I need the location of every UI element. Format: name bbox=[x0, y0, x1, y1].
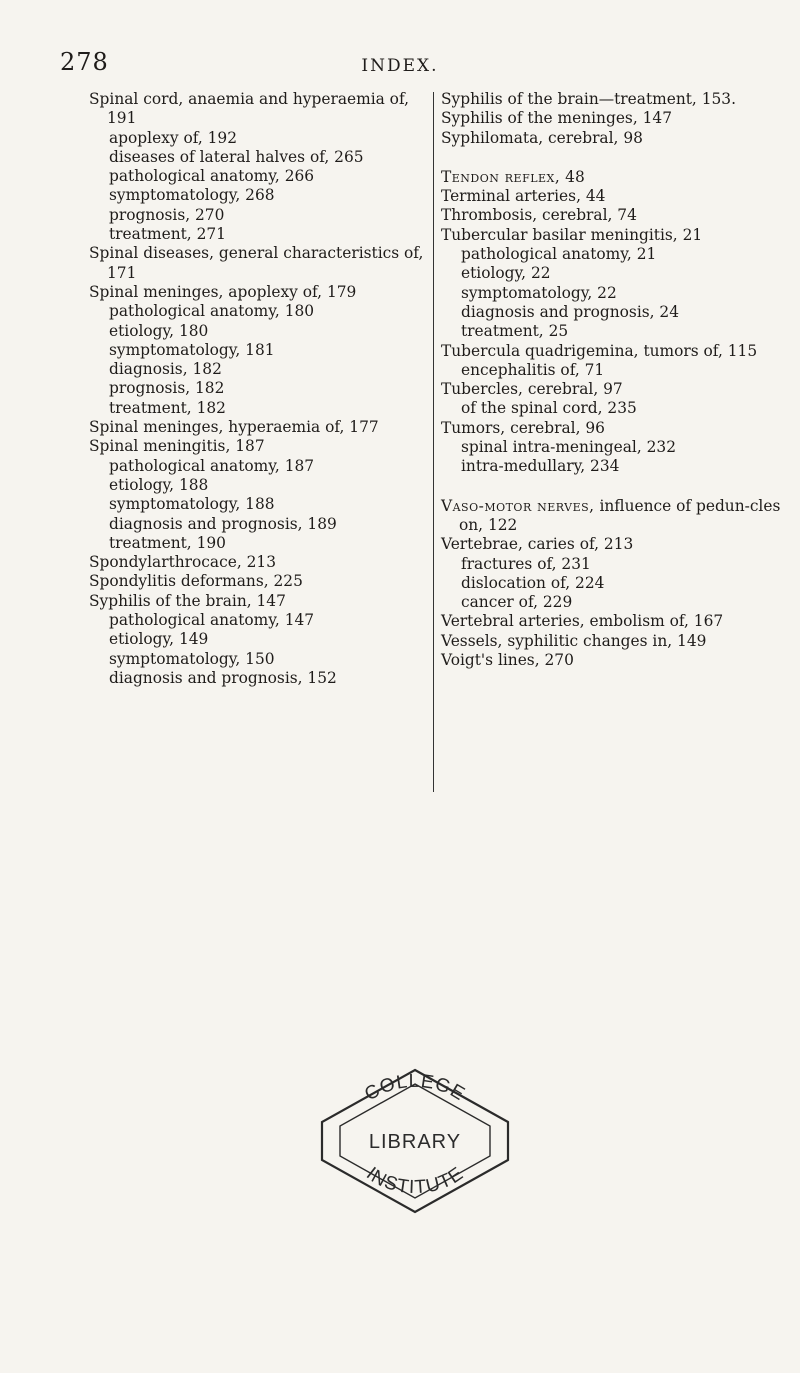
index-entry-text: treatment, 190 bbox=[109, 533, 226, 552]
index-entry bbox=[89, 244, 429, 283]
index-subentry bbox=[89, 322, 429, 341]
section-gap bbox=[441, 477, 786, 497]
index-entry-text: etiology, 180 bbox=[109, 321, 209, 340]
library-stamp bbox=[312, 1060, 518, 1220]
index-entry-text: 48 bbox=[560, 167, 585, 186]
index-entry-text: prognosis, 182 bbox=[109, 379, 225, 398]
index-entry bbox=[441, 632, 786, 651]
index-entry-text: Spondylitis deformans, 225 bbox=[89, 572, 303, 591]
index-entry-text: intra-medullary, 234 bbox=[461, 457, 620, 476]
index-entry-text: Vessels, syphilitic changes in, 149 bbox=[441, 631, 707, 650]
index-entry-text: Spinal meninges, apoplexy of, 179 bbox=[89, 282, 357, 301]
index-entry-text: diagnosis and prognosis, 24 bbox=[461, 302, 680, 321]
column-divider bbox=[433, 92, 434, 792]
index-entry-lead: Vaso-motor nerves, bbox=[441, 496, 595, 515]
stamp-top-text: COLLEGE bbox=[361, 1070, 469, 1106]
index-entry-text: Syphilis of the brain—treatment, 153. bbox=[441, 90, 736, 108]
index-entry-text: prognosis, 270 bbox=[109, 205, 225, 224]
index-subentry bbox=[89, 206, 429, 225]
index-entry bbox=[441, 497, 786, 536]
index-subentry bbox=[89, 302, 429, 321]
index-entry-text: symptomatology, 268 bbox=[109, 186, 275, 205]
page-number: 278 bbox=[60, 48, 109, 76]
index-subentry bbox=[441, 303, 786, 322]
index-subentry bbox=[89, 186, 429, 205]
index-entry-text: pathological anatomy, 266 bbox=[109, 167, 315, 186]
index-entry-text: apoplexy of, 192 bbox=[109, 128, 238, 147]
stamp-middle-text: LIBRARY bbox=[368, 1131, 462, 1153]
index-subentry bbox=[441, 593, 786, 612]
index-entry-text: diagnosis, 182 bbox=[109, 360, 222, 379]
index-entry-text: Voigt's lines, 270 bbox=[441, 651, 574, 670]
index-subentry bbox=[441, 438, 786, 457]
index-subentry bbox=[89, 129, 429, 148]
index-entry bbox=[441, 419, 786, 438]
index-column-left bbox=[89, 90, 429, 688]
index-entry-text: Tumors, cerebral, 96 bbox=[441, 418, 605, 437]
index-entry bbox=[441, 129, 786, 148]
index-entry bbox=[441, 109, 786, 128]
index-entry-text: Spinal cord, anaemia and hyperaemia of, 191 bbox=[89, 90, 409, 128]
index-entry-text: Tubercula quadrigemina, tumors of, 115 bbox=[441, 341, 758, 360]
index-entry-text: encephalitis of, 71 bbox=[461, 360, 605, 379]
index-entry-text: treatment, 25 bbox=[461, 322, 569, 341]
index-entry bbox=[441, 380, 786, 399]
index-entry-text: pathological anatomy, 21 bbox=[461, 245, 657, 264]
index-subentry bbox=[89, 476, 429, 495]
index-entry bbox=[89, 572, 429, 591]
index-entry-text: spinal intra-meningeal, 232 bbox=[461, 438, 676, 457]
index-subentry bbox=[441, 555, 786, 574]
index-subentry bbox=[441, 574, 786, 593]
index-subentry bbox=[89, 611, 429, 630]
index-entry bbox=[89, 592, 429, 611]
index-entry-text: of the spinal cord, 235 bbox=[461, 399, 637, 418]
index-entry-text: influence of pedun-cles on, 122 bbox=[459, 496, 781, 534]
index-entry-text: pathological anatomy, 147 bbox=[109, 611, 315, 630]
index-subentry bbox=[89, 399, 429, 418]
index-subentry bbox=[441, 457, 786, 476]
index-subentry bbox=[89, 148, 429, 167]
index-entry-text: diagnosis and prognosis, 152 bbox=[109, 668, 337, 687]
index-entry bbox=[441, 612, 786, 631]
index-subentry bbox=[441, 284, 786, 303]
index-entry bbox=[89, 283, 429, 302]
index-entry-text: diseases of lateral halves of, 265 bbox=[109, 147, 364, 166]
index-subentry bbox=[441, 264, 786, 283]
index-entry-text: etiology, 22 bbox=[461, 264, 551, 283]
index-entry-text: symptomatology, 188 bbox=[109, 495, 275, 514]
index-entry-text: Spinal meninges, hyperaemia of, 177 bbox=[89, 418, 379, 437]
index-subentry bbox=[89, 225, 429, 244]
index-subentry bbox=[89, 457, 429, 476]
stamp-bottom-text: INSTITUTE bbox=[362, 1163, 468, 1199]
running-head: INDEX. bbox=[361, 56, 439, 76]
index-entry-text: treatment, 182 bbox=[109, 398, 226, 417]
index-entry-text: treatment, 271 bbox=[109, 225, 226, 244]
index-subentry bbox=[89, 534, 429, 553]
index-entry-text: Syphilis of the meninges, 147 bbox=[441, 109, 672, 128]
index-entry-text: Terminal arteries, 44 bbox=[441, 187, 606, 206]
index-entry bbox=[441, 535, 786, 554]
index-entry bbox=[441, 168, 786, 187]
index-entry-text: fractures of, 231 bbox=[461, 554, 591, 573]
index-entry-text: etiology, 188 bbox=[109, 475, 209, 494]
index-entry-text: symptomatology, 150 bbox=[109, 649, 275, 668]
index-subentry bbox=[89, 630, 429, 649]
index-entry-text: Thrombosis, cerebral, 74 bbox=[441, 206, 637, 225]
index-entry-lead: Tendon reflex, bbox=[441, 167, 561, 186]
svg-text:INSTITUTE bbox=[362, 1163, 468, 1198]
index-entry-text: diagnosis and prognosis, 189 bbox=[109, 514, 337, 533]
index-subentry bbox=[441, 245, 786, 264]
index-entry-text: Syphilomata, cerebral, 98 bbox=[441, 128, 643, 147]
svg-text:COLLEGE bbox=[361, 1071, 469, 1105]
index-entry bbox=[89, 553, 429, 572]
index-subentry bbox=[89, 379, 429, 398]
index-entry bbox=[441, 90, 786, 109]
index-entry bbox=[441, 342, 786, 361]
index-entry-text: cancer of, 229 bbox=[461, 593, 573, 612]
section-gap bbox=[441, 148, 786, 168]
index-subentry bbox=[89, 669, 429, 688]
index-entry-text: Spondylarthrocace, 213 bbox=[89, 553, 276, 572]
index-entry-text: Tubercles, cerebral, 97 bbox=[441, 380, 623, 399]
index-entry-text: dislocation of, 224 bbox=[461, 573, 605, 592]
index-column-right bbox=[441, 90, 786, 670]
index-subentry bbox=[441, 399, 786, 418]
index-entry-text: Vertebrae, caries of, 213 bbox=[441, 535, 634, 554]
index-entry-text: Vertebral arteries, embolism of, 167 bbox=[441, 612, 724, 631]
index-subentry bbox=[89, 360, 429, 379]
index-entry bbox=[441, 206, 786, 225]
index-subentry bbox=[89, 515, 429, 534]
index-entry-text: pathological anatomy, 187 bbox=[109, 456, 315, 475]
index-entry-text: pathological anatomy, 180 bbox=[109, 302, 315, 321]
index-subentry bbox=[89, 650, 429, 669]
index-subentry bbox=[89, 341, 429, 360]
index-entry-text: Spinal meningitis, 187 bbox=[89, 437, 265, 456]
index-entry bbox=[89, 418, 429, 437]
index-entry bbox=[89, 437, 429, 456]
index-entry bbox=[441, 226, 786, 245]
index-entry bbox=[441, 187, 786, 206]
index-entry-text: symptomatology, 181 bbox=[109, 340, 275, 359]
index-entry-text: Spinal diseases, general characteristics of, 171 bbox=[89, 244, 424, 282]
index-entry-text: Tubercular basilar meningitis, 21 bbox=[441, 225, 703, 244]
index-subentry bbox=[441, 322, 786, 341]
index-subentry bbox=[89, 167, 429, 186]
library-stamp-graphic bbox=[312, 1060, 518, 1220]
index-entry-text: etiology, 149 bbox=[109, 630, 209, 649]
index-subentry bbox=[89, 495, 429, 514]
index-subentry bbox=[441, 361, 786, 380]
index-entry-text: Syphilis of the brain, 147 bbox=[89, 591, 286, 610]
index-entry bbox=[89, 90, 429, 129]
index-entry-text: symptomatology, 22 bbox=[461, 283, 617, 302]
index-entry bbox=[441, 651, 786, 670]
